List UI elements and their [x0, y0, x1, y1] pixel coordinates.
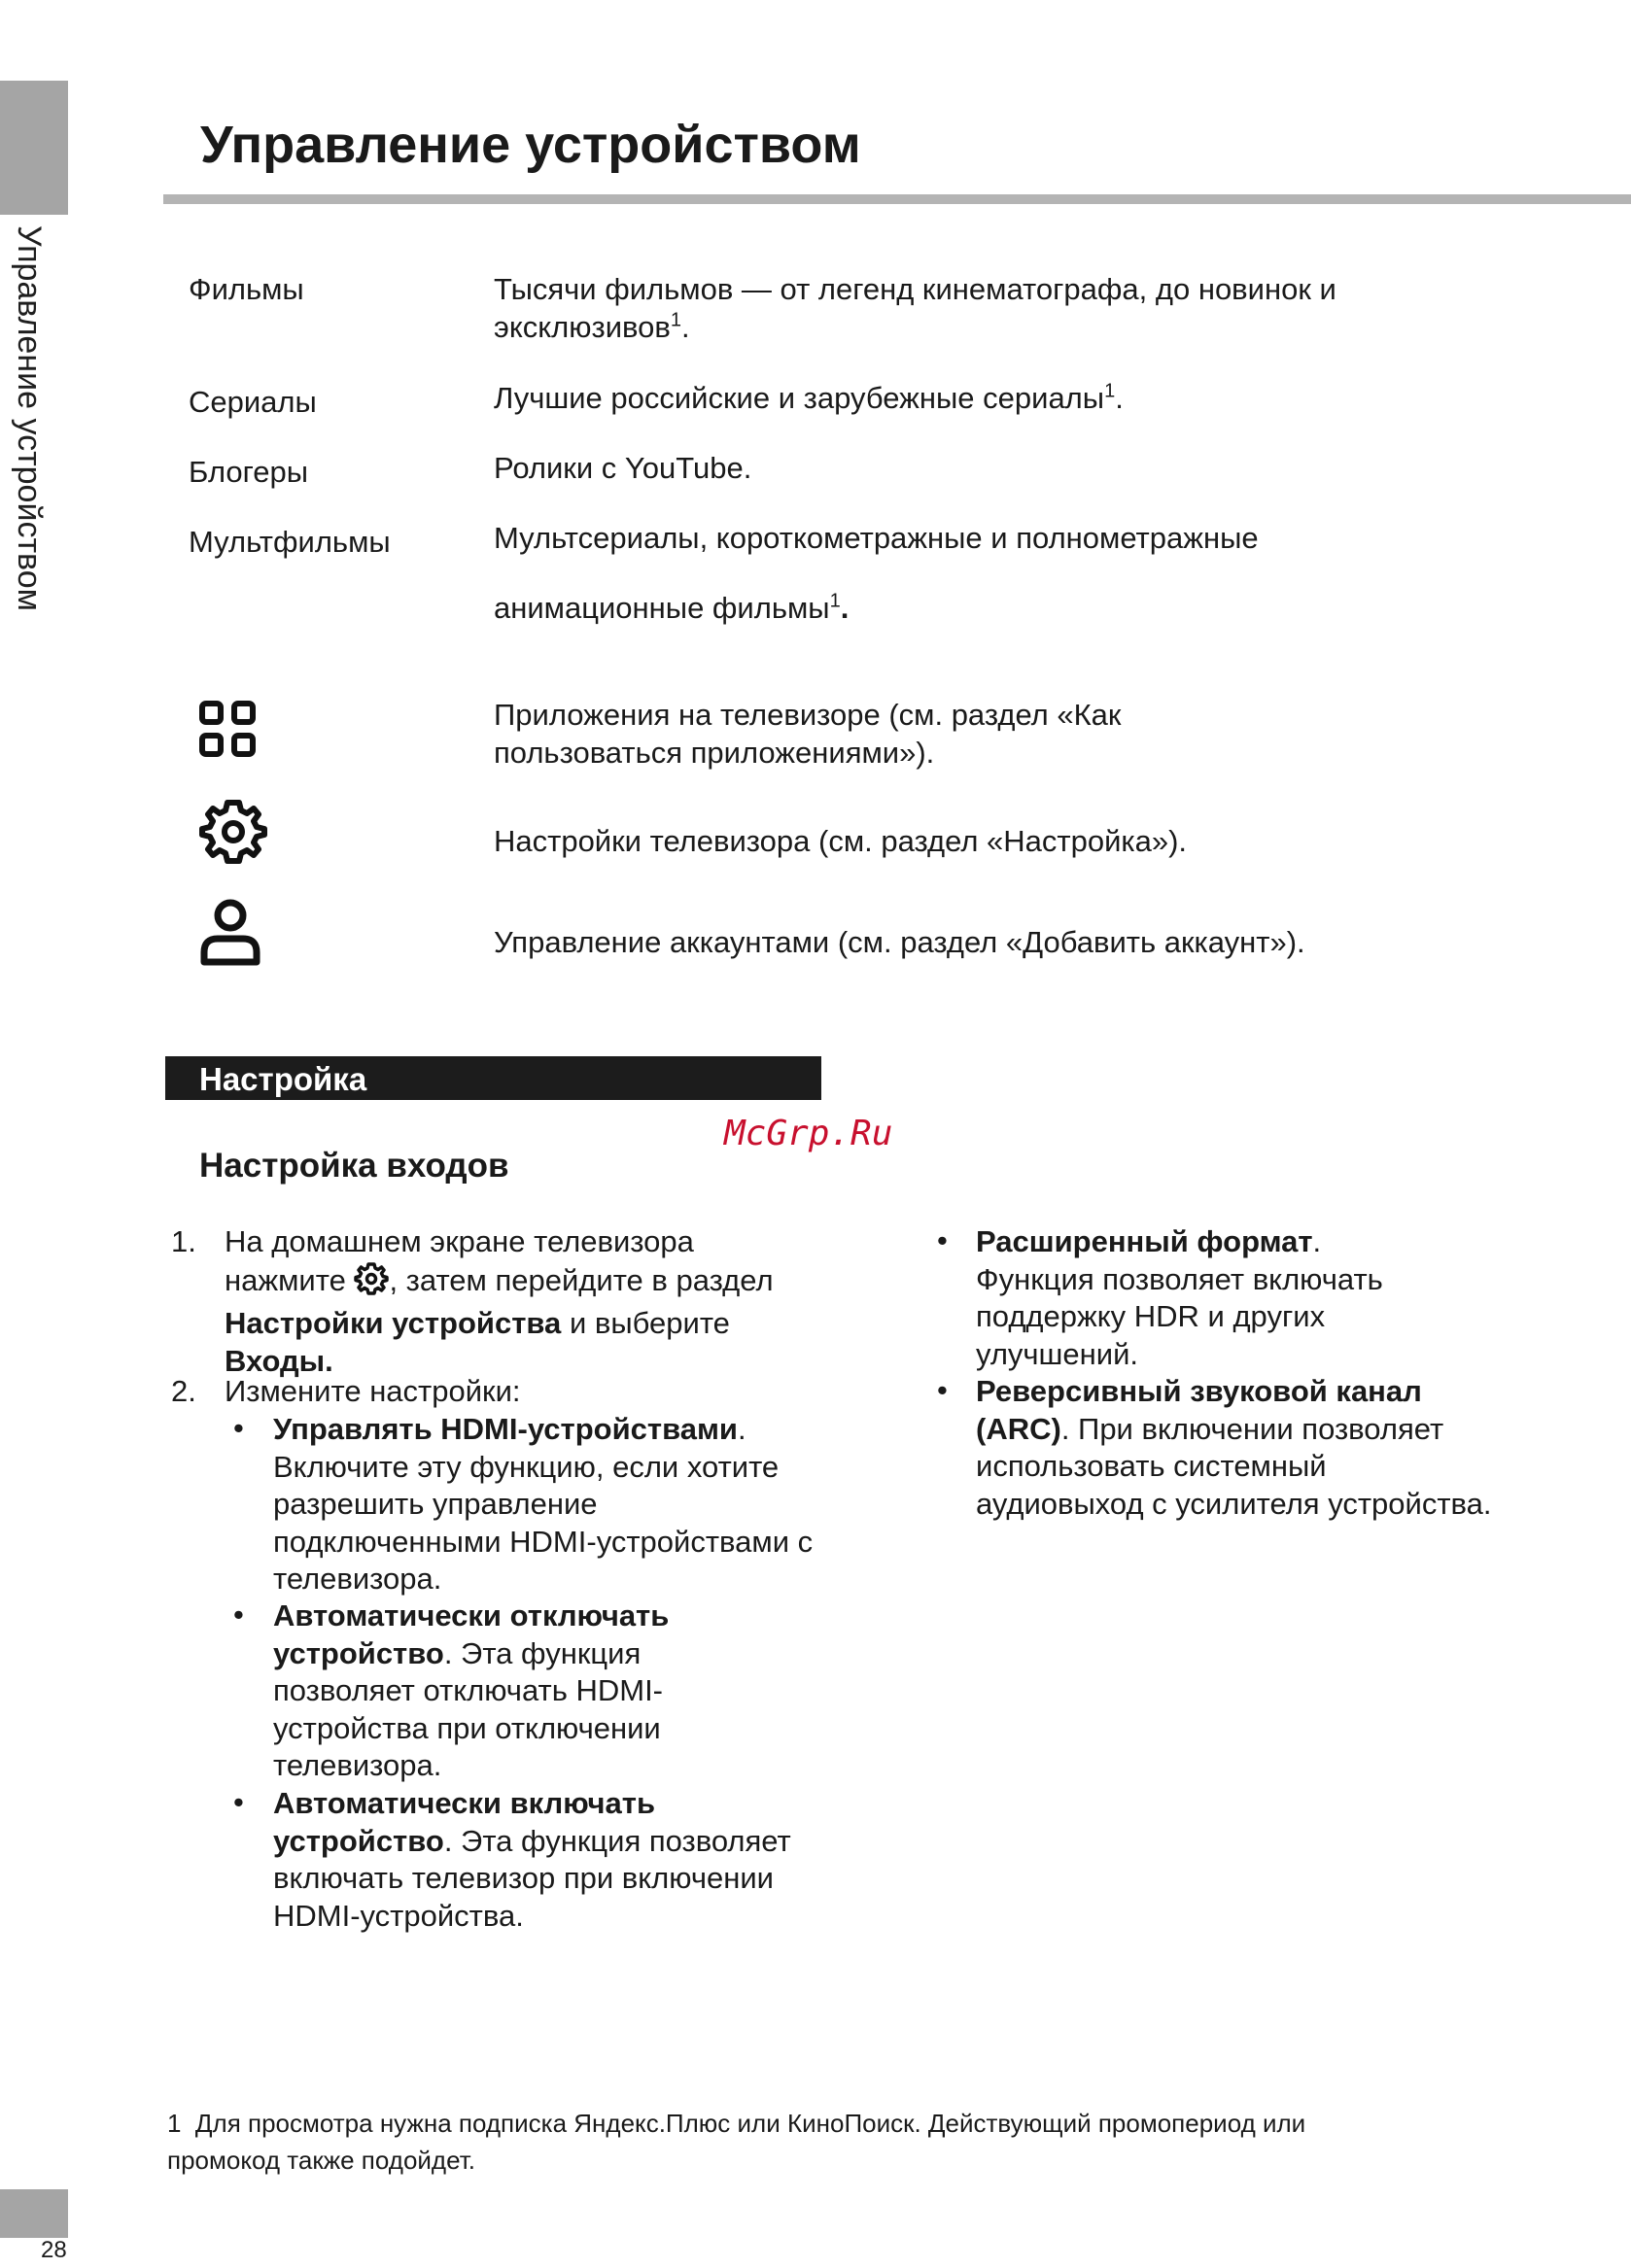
step-number: 1.	[171, 1224, 196, 1258]
option-item: Управлять HDMI-устройствами. Включите эту функцию, если хотите разрешить управление подключенными HDMI-устройствами с телевизора.	[273, 1412, 814, 1596]
gear-icon	[354, 1261, 389, 1306]
watermark: McGrp.Ru	[724, 1114, 893, 1153]
menu-row-description: Мультсериалы, короткометражные и полнометражные	[494, 521, 1259, 555]
accounts-description: Управление аккаунтами (см. раздел «Добавить аккаунт»).	[494, 925, 1305, 959]
step-2-text: Измените настройки:	[225, 1374, 521, 1408]
menu-row-description: Тысячи фильмов — от легенд кинематографа, до новинок и эксклюзивов$^1$.	[494, 272, 1336, 344]
settings-description: Настройки телевизора (см. раздел «Настройка»).	[494, 824, 1188, 858]
option-item: Автоматически отключать устройство. Эта функция позволяет отключать HDMI-устройства при отключении телевизора.	[273, 1598, 670, 1782]
menu-row-description: Ролики с YouTube.	[494, 451, 752, 485]
menu-row-description: Лучшие российские и зарубежные сериалы$^1$.	[494, 380, 1124, 415]
option-item: Реверсивный звуковой канал (ARC). При включении позволяет использовать системный аудиовыход с усилителя устройства.	[976, 1374, 1492, 1521]
bullet-marker: •	[937, 1373, 948, 1407]
menu-row-label: Блогеры	[189, 455, 309, 489]
step-number: 2.	[171, 1374, 196, 1408]
side-section-label: Управление устройством	[11, 225, 48, 611]
menu-row-label: Мультфильмы	[189, 525, 391, 559]
bullet-marker: •	[233, 1411, 244, 1445]
apps-grid-icon	[198, 700, 259, 765]
page-number-tab	[0, 2189, 68, 2238]
menu-row-label: Сериалы	[189, 385, 317, 419]
step-1-text: На домашнем экране телевизора нажмите , затем перейдите в раздел Настройки устройства и выберите Входы.	[225, 1224, 774, 1378]
gear-icon	[198, 797, 268, 872]
apps-description: Приложения на телевизоре (см. раздел «Как пользоваться приложениями»).	[494, 698, 1122, 770]
section-title: Настройка	[199, 1061, 367, 1097]
user-icon	[198, 898, 262, 973]
option-item: Автоматически включать устройство. Эта функция позволяет включать телевизор при включении HDMI-устройства.	[273, 1786, 791, 1933]
bullet-marker: •	[233, 1785, 244, 1819]
bullet-marker: •	[233, 1598, 244, 1632]
footnote: 1 Для просмотра нужна подписка Яндекс.Плюс или КиноПоиск. Действующий промопериод или промокод также подойдет.	[167, 2109, 1306, 2175]
title-divider	[163, 194, 1631, 204]
menu-row-label: Фильмы	[189, 272, 304, 306]
subsection-title: Настройка входов	[199, 1147, 509, 1185]
page-number: 28	[41, 2237, 67, 2263]
bullet-marker: •	[937, 1223, 948, 1257]
side-tab-marker	[0, 81, 68, 215]
section-header-bar	[165, 1056, 821, 1100]
menu-row-description-cont: анимационные фильмы$^1$.	[494, 590, 850, 625]
page-title: Управление устройством	[200, 116, 861, 174]
option-item: Расширенный формат. Функция позволяет включать поддержку HDR и других улучшений.	[976, 1224, 1383, 1371]
